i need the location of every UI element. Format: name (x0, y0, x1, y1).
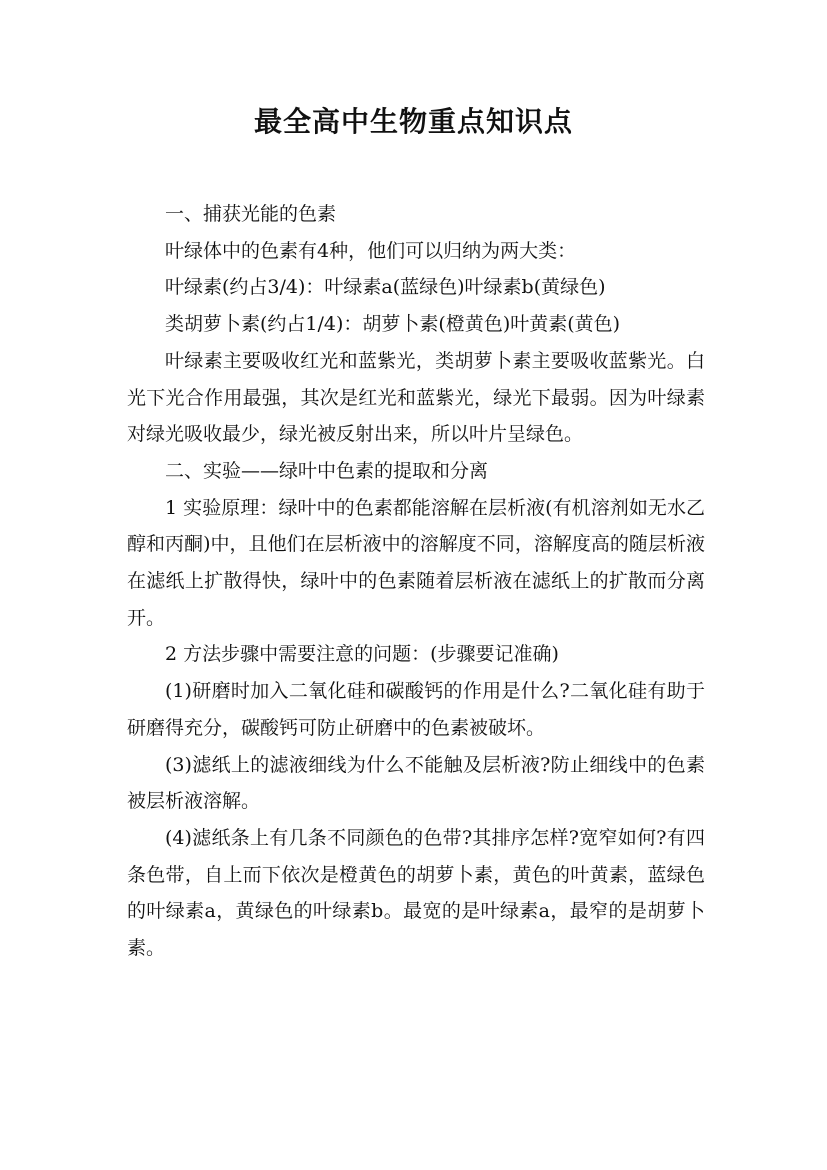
paragraph: 叶绿素主要吸收红光和蓝紫光，类胡萝卜素主要吸收蓝紫光。白光下光合作用最强，其次是红光和蓝紫光，绿光下最弱。因为叶绿素对绿光吸收最少，绿光被反射出来，所以叶片呈绿色。 (127, 349, 705, 446)
paragraph: (3)滤纸上的滤液细线为什么不能触及层析液?防止细线中的色素被层析液溶解。 (127, 753, 705, 813)
document-title: 最全高中生物重点知识点 (253, 105, 573, 138)
paragraph: 叶绿素(约占3/4)：叶绿素a(蓝绿色)叶绿素b(黄绿色) (165, 276, 606, 299)
paragraph: 1 实验原理：绿叶中的色素都能溶解在层析液(有机溶剂如无水乙醇和丙酮)中，且他们在层析液中的溶解度不同，溶解度高的随层析液在滤纸上扩散得快，绿叶中的色素随着层析液在滤纸上的扩散而分离开。 (127, 496, 705, 629)
section-heading-2: 二、实验——绿叶中色素的提取和分离 (165, 459, 489, 482)
document-body (127, 196, 705, 967)
paragraph: 叶绿体中的色素有4种，他们可以归纳为两大类： (165, 239, 577, 262)
paragraph: 类胡萝卜素(约占1/4)：胡萝卜素(橙黄色)叶黄素(黄色) (165, 313, 621, 336)
paragraph: (1)研磨时加入二氧化硅和碳酸钙的作用是什么?二氧化硅有助于研磨得充分，碳酸钙可防止研磨中的色素被破坏。 (127, 680, 705, 739)
section-heading-1: 一、捕获光能的色素 (165, 203, 337, 225)
paragraph: 2 方法步骤中需要注意的问题：(步骤要记准确) (165, 643, 559, 666)
paragraph: (4)滤纸条上有几条不同颜色的色带?其排序怎样?宽窄如何?有四条色带，自上而下依次是橙黄色的胡萝卜素，黄色的叶黄素，蓝绿色的叶绿素a，黄绿色的叶绿素b。最宽的是叶绿素a，最窄的是胡萝卜素。 (127, 826, 705, 960)
